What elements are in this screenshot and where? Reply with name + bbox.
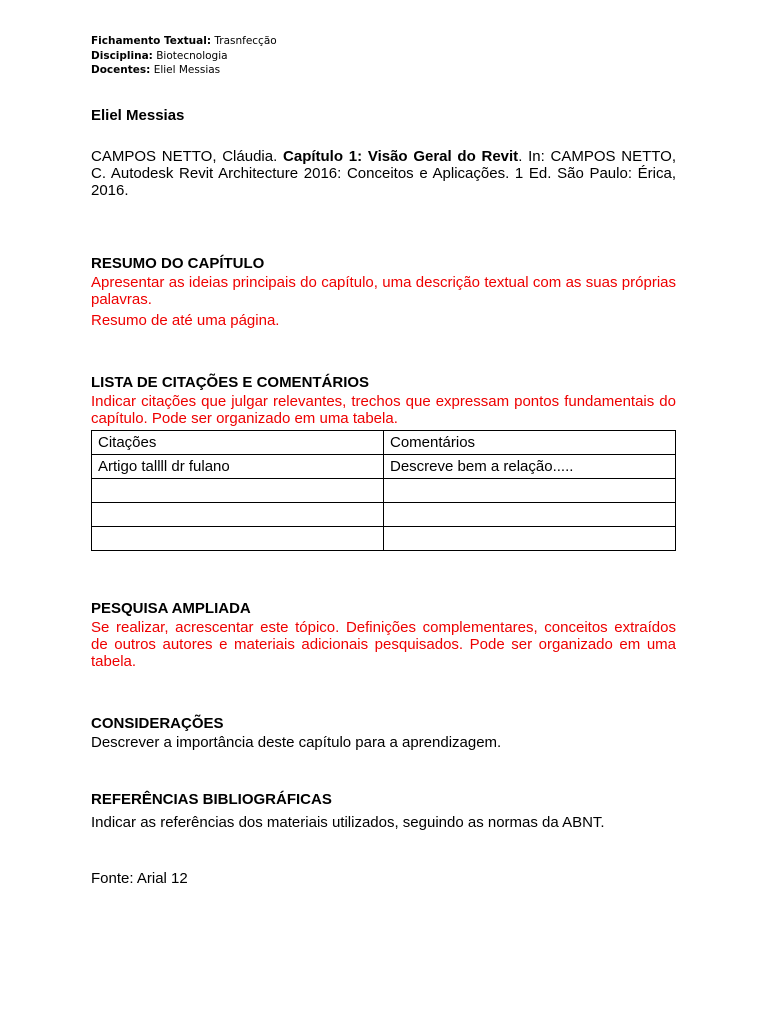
table-cell <box>384 479 676 503</box>
author-name: Eliel Messias <box>91 107 185 124</box>
lista-instruction: Indicar citações que julgar relevantes, trechos que expressam pontos fundamentais do capítulo. Pode ser organizado em uma tabela. <box>91 393 676 427</box>
consideracoes-title: CONSIDERAÇÕES <box>91 715 224 732</box>
pesquisa-instruction: Se realizar, acrescentar este tópico. Definições complementares, conceitos extraídos de outros autores e materiais adicionais pesquisados. Pode ser organizado em uma tabela. <box>91 619 676 670</box>
docentes-line <box>91 63 277 78</box>
table-cell: Artigo tallll dr fulano <box>92 455 384 479</box>
disciplina-value: Biotecnologia <box>156 49 228 62</box>
table-cell <box>92 479 384 503</box>
consideracoes-text: Descrever a importância deste capítulo para a aprendizagem. <box>91 734 502 751</box>
table-cell <box>92 527 384 551</box>
resumo-section <box>91 254 676 329</box>
pesquisa-title: PESQUISA AMPLIADA <box>91 600 251 617</box>
header-comentarios: Comentários <box>384 431 676 455</box>
referencias-text: Indicar as referências dos materiais utilizados, seguindo as normas da ABNT. <box>91 814 605 831</box>
citation-part1: CAMPOS NETTO, Cláudia. <box>91 148 284 165</box>
docentes-label: Docentes: <box>91 64 151 76</box>
table-cell <box>384 503 676 527</box>
fichamento-line <box>91 34 277 49</box>
table-row <box>92 455 676 479</box>
fichamento-label: Fichamento Textual: <box>91 35 212 47</box>
disciplina-label: Disciplina: <box>91 49 153 62</box>
consideracoes-section <box>91 714 676 751</box>
document-header <box>91 34 277 78</box>
disciplina-line <box>91 49 277 64</box>
docentes-value: Eliel Messias <box>153 64 221 76</box>
table-row <box>92 527 676 551</box>
lista-title: LISTA DE CITAÇÕES E COMENTÁRIOS <box>91 374 370 391</box>
referencias-title: REFERÊNCIAS BIBLIOGRÁFICAS <box>91 791 332 808</box>
font-note: Fonte: Arial 12 <box>91 870 188 887</box>
citation-part2: . In: CAMPOS NETTO, C. Autodesk Revit Architecture 2016: Conceitos e Aplicações. 1 Ed. São Paulo: Érica, 2016. <box>91 148 677 199</box>
resumo-instruction: Apresentar as ideias principais do capítulo, uma descrição textual com as suas próprias palavras. <box>91 274 676 308</box>
table-row <box>92 503 676 527</box>
citation-chapter-title: Capítulo 1: Visão Geral do Revit <box>283 148 519 165</box>
table-cell <box>384 527 676 551</box>
lista-section <box>91 373 676 551</box>
table-cell: Descreve bem a relação..... <box>384 455 676 479</box>
table-cell <box>92 503 384 527</box>
bibliographic-citation <box>91 148 676 199</box>
fichamento-value: Trasnfecção <box>214 35 277 47</box>
header-citacoes: Citações <box>92 431 384 455</box>
referencias-section <box>91 790 676 831</box>
resumo-title: RESUMO DO CAPÍTULO <box>91 255 265 272</box>
table-header-row <box>92 431 676 455</box>
table-row <box>92 479 676 503</box>
citations-table <box>91 430 676 551</box>
pesquisa-section <box>91 599 676 670</box>
resumo-length-note: Resumo de até uma página. <box>91 312 280 329</box>
